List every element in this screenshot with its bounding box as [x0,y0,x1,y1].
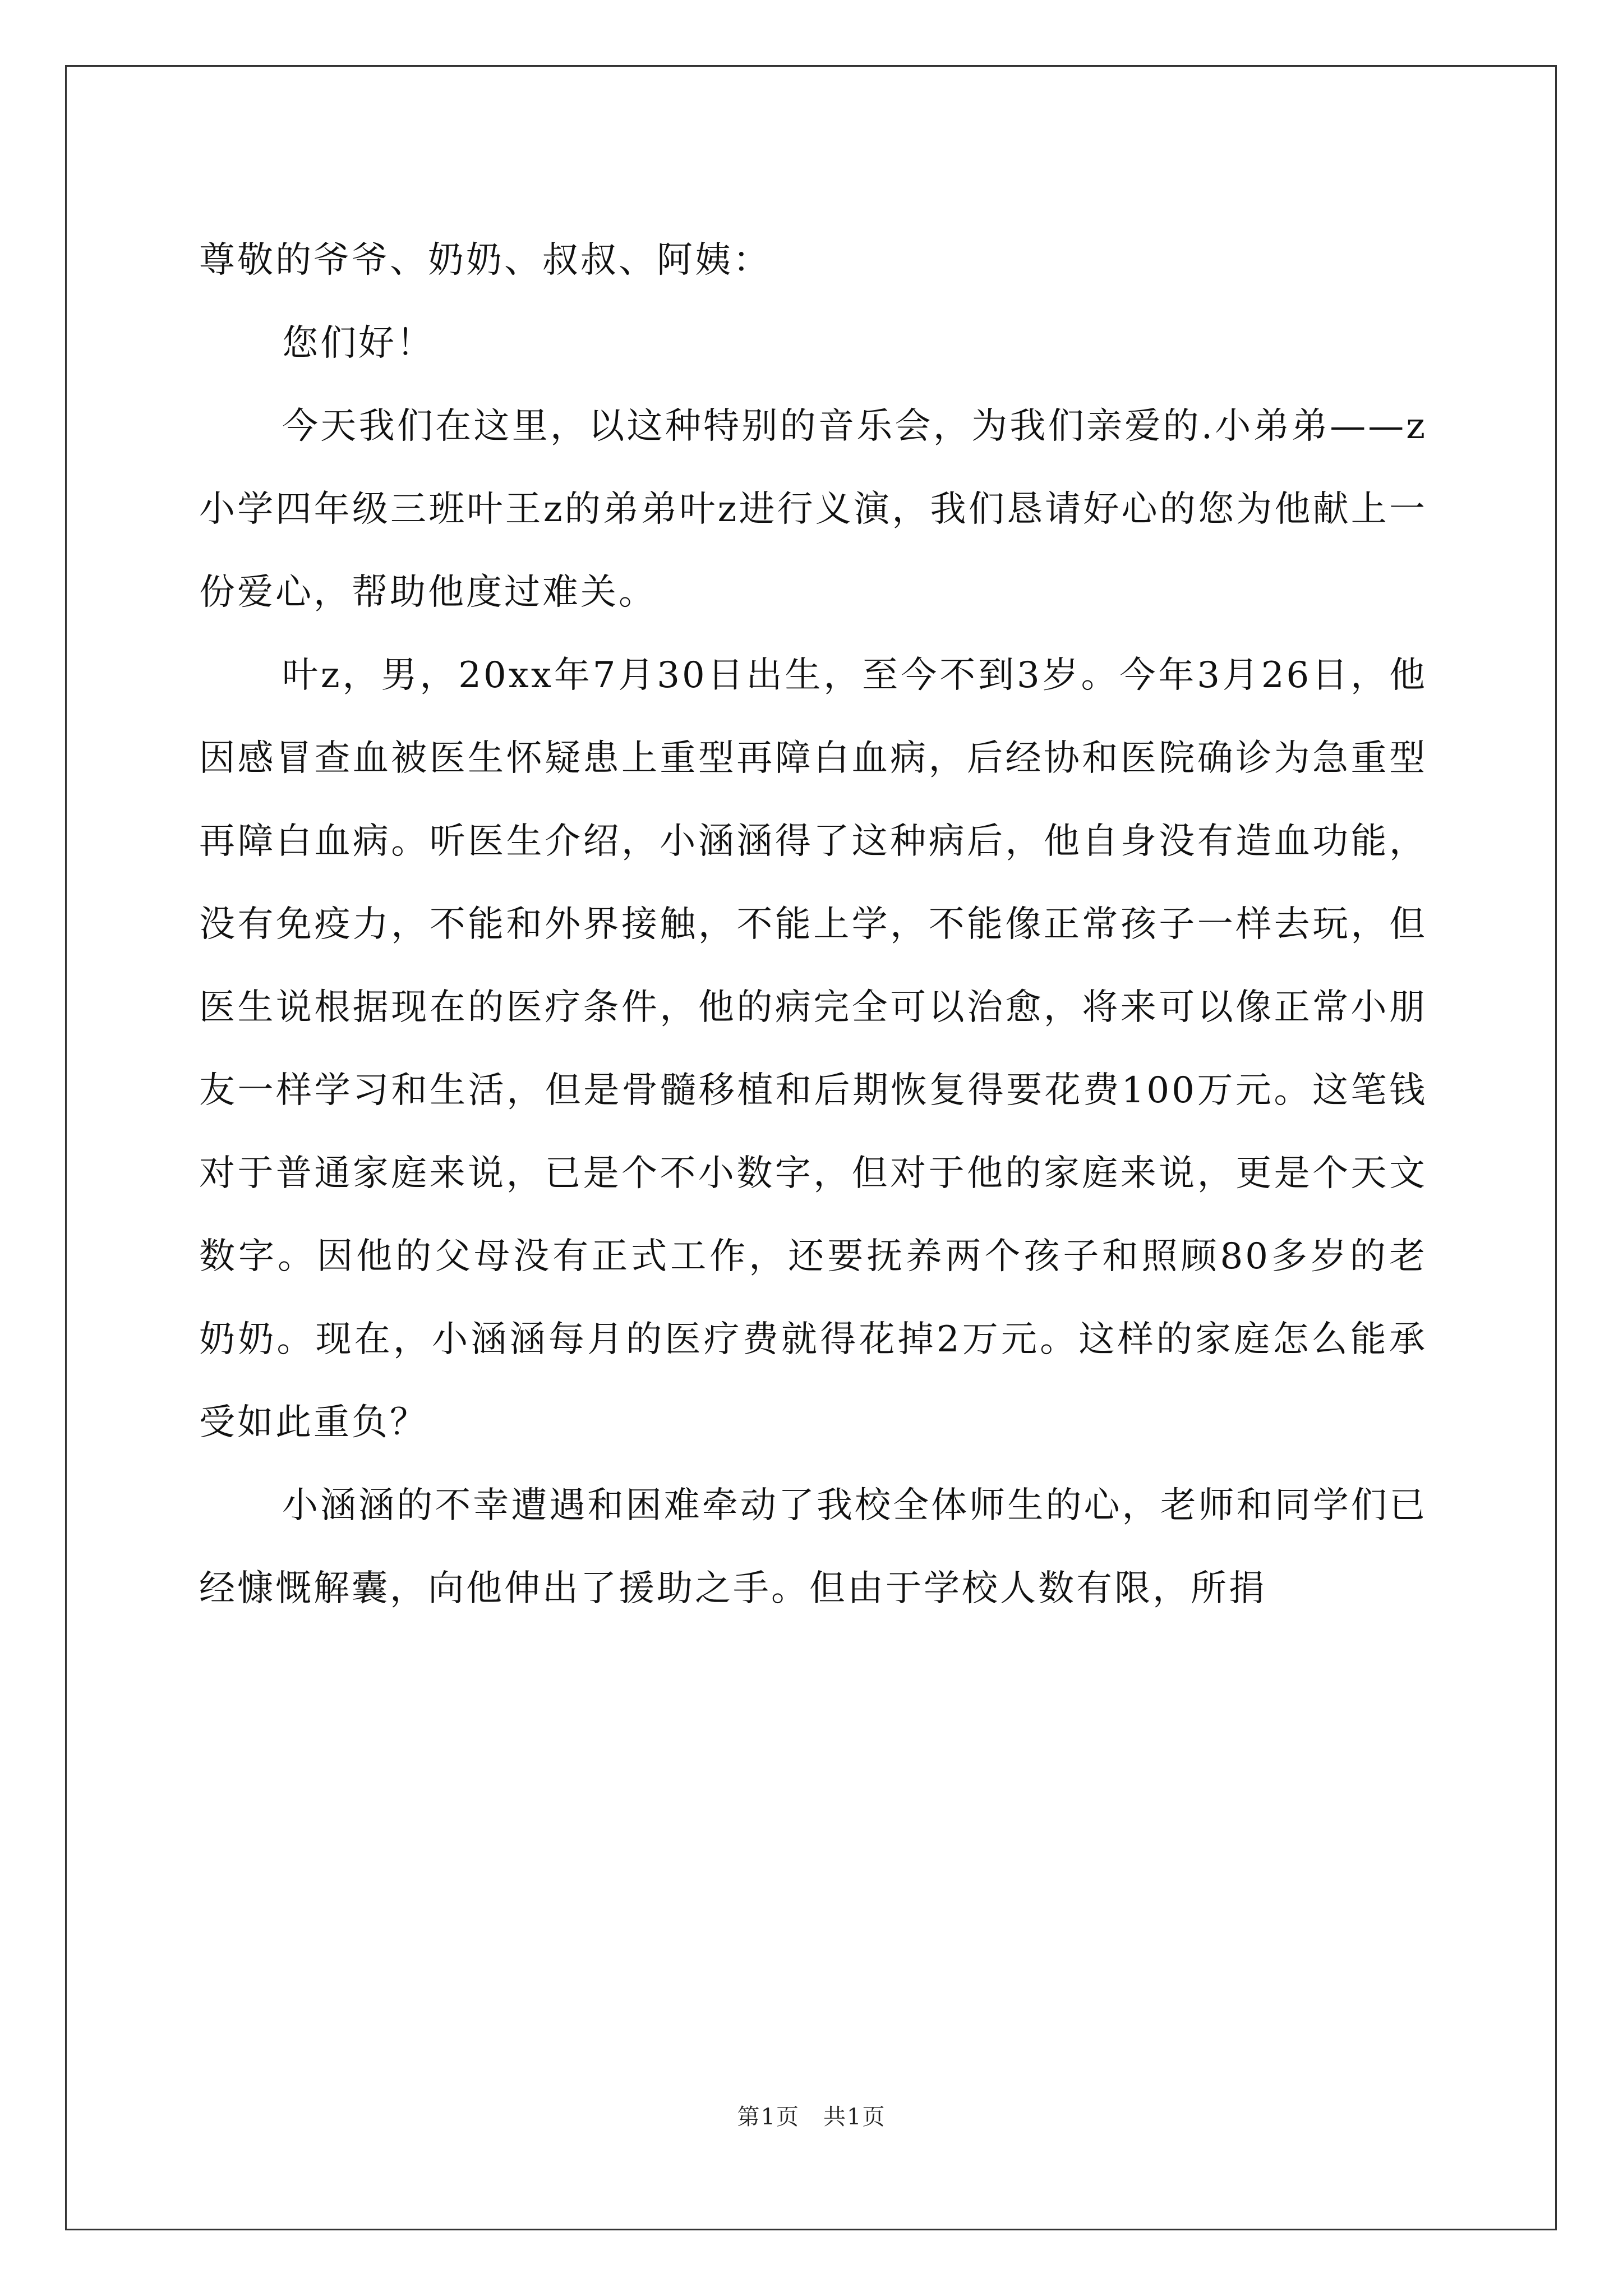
paragraph-intro: 今天我们在这里，以这种特别的音乐会，为我们亲爱的.小弟弟——z小学四年级三班叶王z的弟弟叶z进行义演，我们恳请好心的您为他献上一份爱心，帮助他度过难关。 [199,406,1427,613]
document-body [199,219,1427,1630]
paragraph-school-support: 小涵涵的不幸遭遇和困难牵动了我校全体师生的心，老师和同学们已经慷慨解囊，向他伸出了援助之手。但由于学校人数有限，所捐 [199,1485,1427,1609]
page-number-footer: 第1页 共1页 [737,2104,886,2130]
salutation: 尊敬的爷爷、奶奶、叔叔、阿姨： [199,240,771,281]
paragraph-background: 叶z，男，20xx年7月30日出生，至今不到3岁。今年3月26日，他因感冒查血被医生怀疑患上重型再障白血病，后经协和医院确诊为急重型再障白血病。听医生介绍，小涵涵得了这种病后，他自身没有造血功能，没有免疫力，不能和外界接触，不能上学，不能像正常孩子一样去玩，但医生说根据现在的医疗条件，他的病完全可以治愈，将来可以像正常小朋友一样学习和生活，但是骨髓移植和后期恢复得要花费100万元。这笔钱对于普通家庭来说，已是个不小数字，但对于他的家庭来说，更是个天文数字。因他的父母没有正式工作，还要抚养两个孩子和照顾80多岁的老奶奶。现在，小涵涵每月的医疗费就得花掉2万元。这样的家庭怎么能承受如此重负？ [199,655,1427,1443]
greeting: 您们好！ [282,323,435,364]
